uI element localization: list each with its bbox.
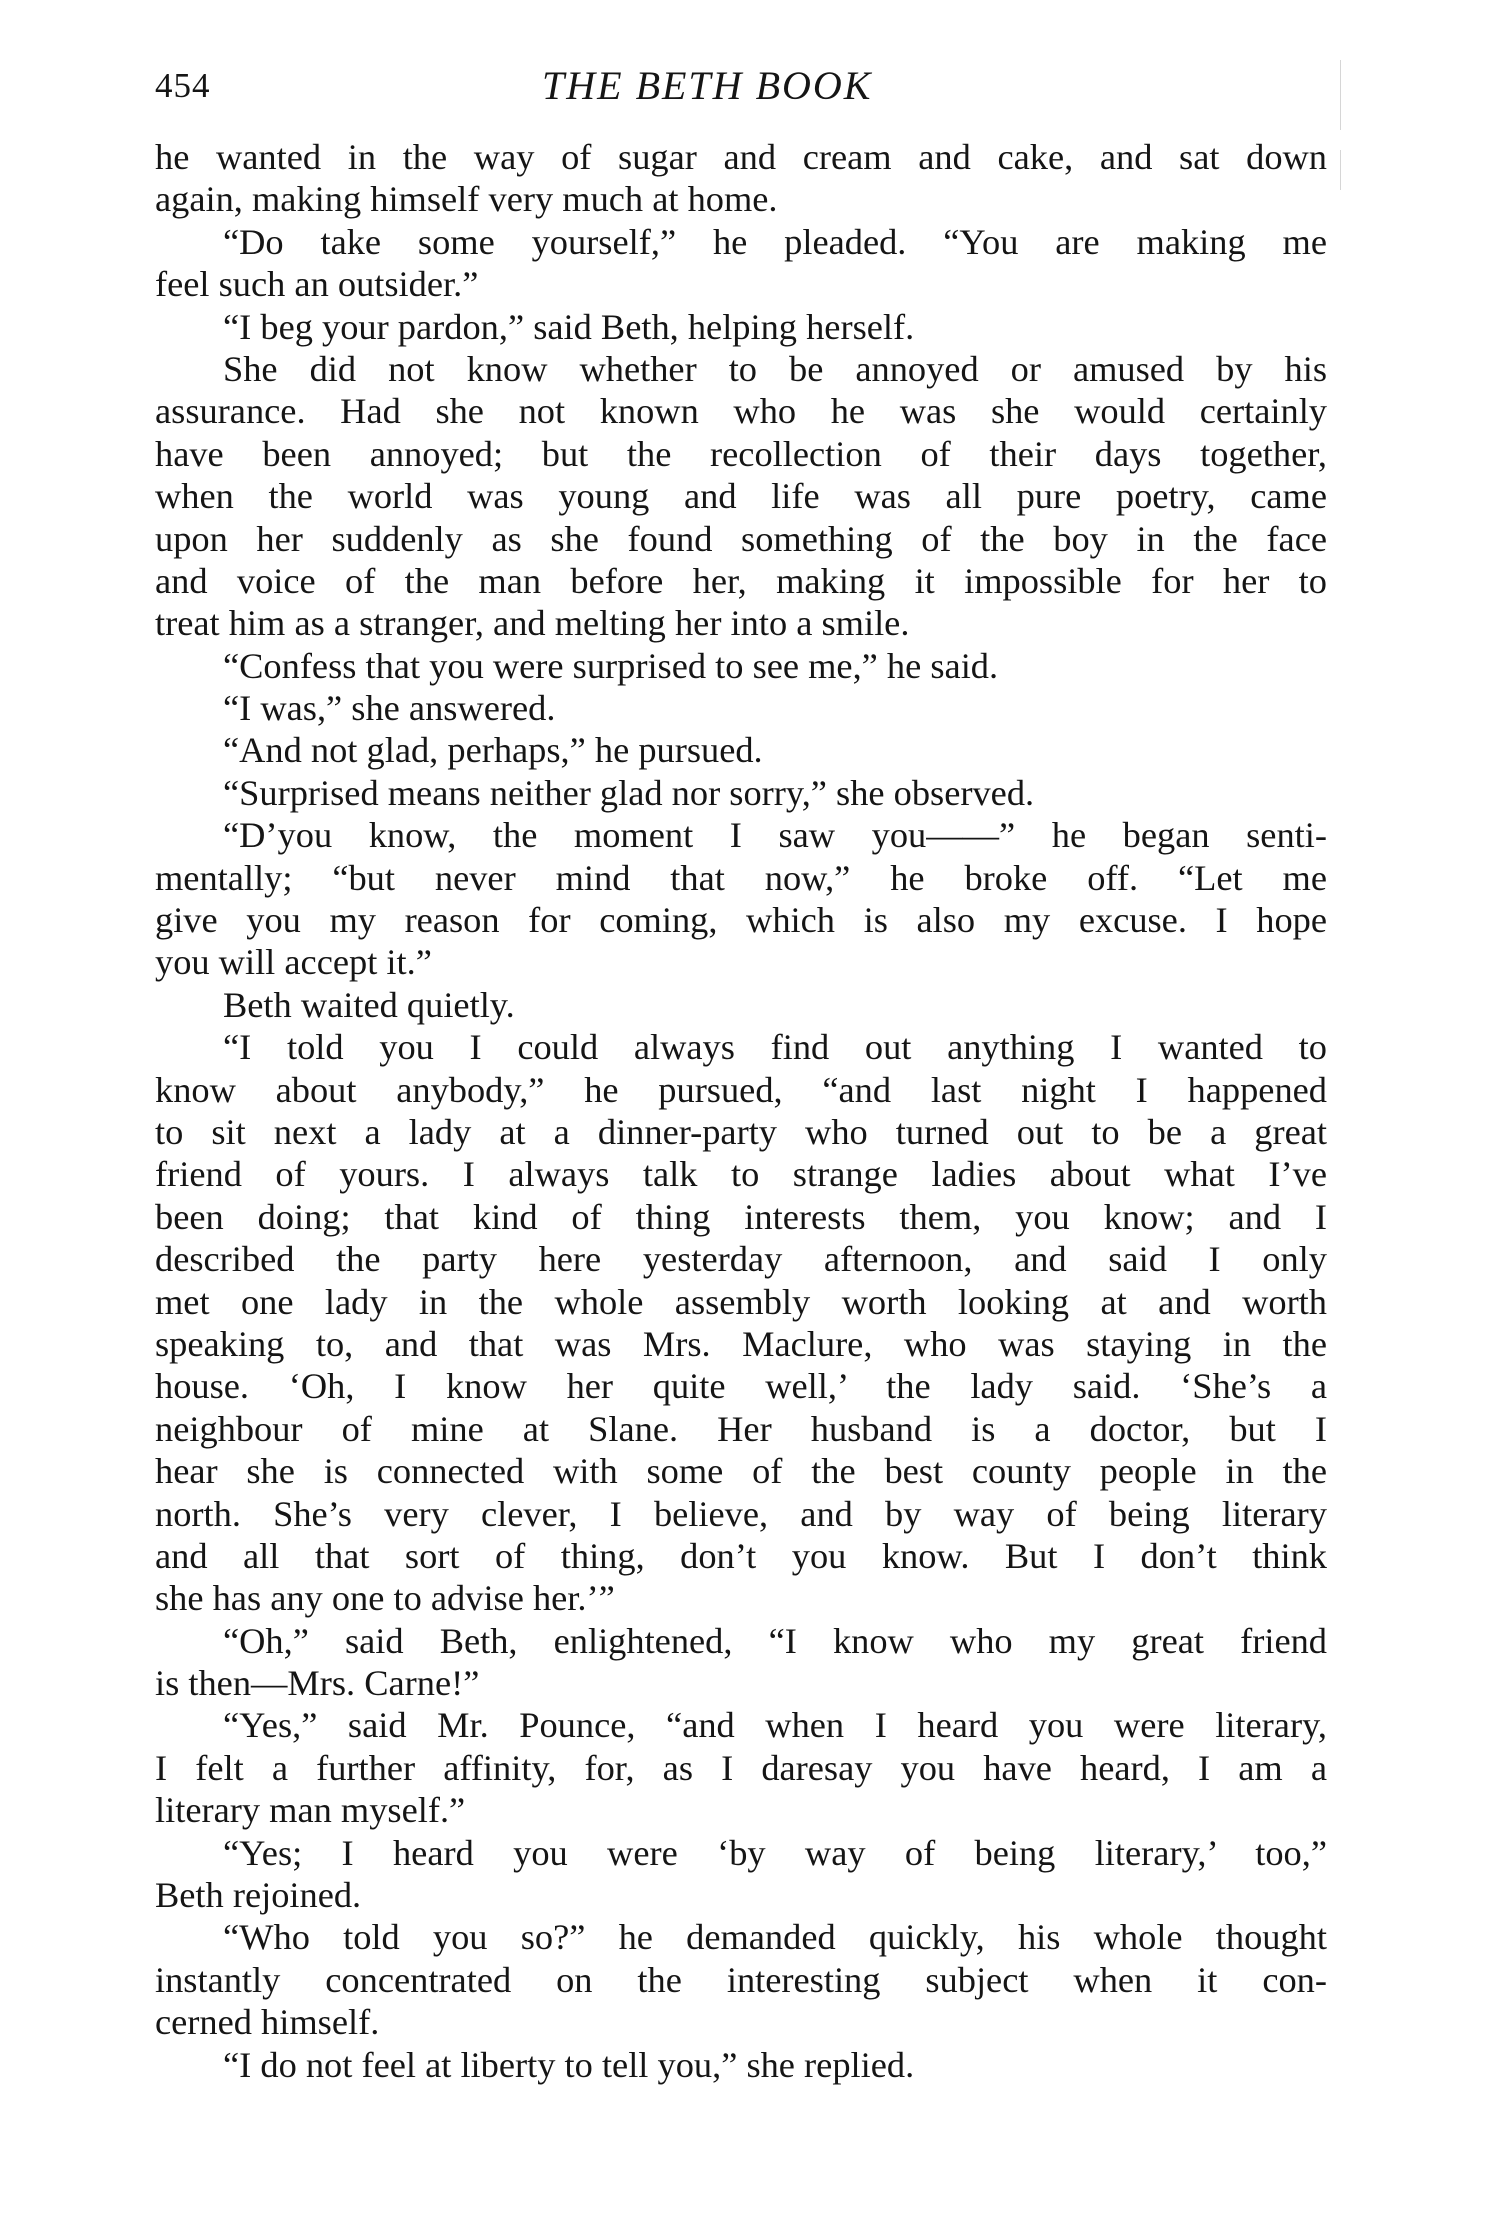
text-line: treat him as a stranger, and melting her into a smile. — [155, 603, 910, 644]
text-line: “Who told you so?” he demanded quickly, his whole thought — [223, 1917, 1327, 1958]
body-text — [155, 136, 1327, 2086]
text-line: to sit next a lady at a dinner-party who turned out to be a great — [155, 1111, 1327, 1152]
text-line: “I beg your pardon,” said Beth, helping herself. — [223, 306, 915, 347]
text-line: been doing; that kind of thing interests them, you know; and I — [155, 1196, 1327, 1237]
text-line: described the party here yesterday afternoon, and said I only — [155, 1239, 1327, 1280]
text-line: “And not glad, perhaps,” he pursued. — [223, 730, 763, 771]
text-line: neighbour of mine at Slane. Her husband is a doctor, but I — [155, 1408, 1327, 1449]
text-line: north. She’s very clever, I believe, and by way of being literary — [155, 1493, 1327, 1534]
text-line: is then—Mrs. Carne!” — [155, 1663, 480, 1704]
text-line: when the world was young and life was all pure poetry, came — [155, 476, 1327, 517]
text-line: “I do not feel at liberty to tell you,” she replied. — [223, 2044, 915, 2085]
text-line: feel such an outsider.” — [155, 264, 479, 305]
text-line: “Yes,” said Mr. Pounce, “and when I heard you were literary, — [223, 1705, 1327, 1746]
text-line: “Confess that you were surprised to see me,” he said. — [223, 645, 999, 686]
text-line: “I was,” she answered. — [223, 688, 556, 729]
text-line: cerned himself. — [155, 2002, 380, 2043]
text-line: met one lady in the whole assembly worth looking at and worth — [155, 1281, 1327, 1322]
text-line: Beth rejoined. — [155, 1875, 362, 1916]
text-line: and voice of the man before her, making it impossible for her to — [155, 560, 1327, 601]
text-line: instantly concentrated on the interesting subject when it con- — [155, 1959, 1327, 2000]
text-line: “Oh,” said Beth, enlightened, “I know who my great friend — [223, 1620, 1327, 1661]
text-line: house. ‘Oh, I know her quite well,’ the lady said. ‘She’s a — [155, 1366, 1327, 1407]
scan-artifact — [1340, 150, 1341, 190]
text-line: I felt a further affinity, for, as I daresay you have heard, I am a — [155, 1747, 1327, 1788]
text-line: “D’you know, the moment I saw you——” he began senti- — [223, 815, 1327, 856]
text-line: friend of yours. I always talk to strange ladies about what I’ve — [155, 1154, 1327, 1195]
text-line: again, making himself very much at home. — [155, 179, 778, 220]
text-line: assurance. Had she not known who he was she would certainly — [155, 391, 1327, 432]
text-line: “Surprised means neither glad nor sorry,” she observed. — [223, 772, 1035, 813]
text-line: upon her suddenly as she found something of the boy in the face — [155, 518, 1327, 559]
text-line: “Yes; I heard you were ‘by way of being literary,’ too,” — [223, 1832, 1327, 1873]
text-line: “Do take some yourself,” he pleaded. “You are making me — [223, 221, 1327, 262]
text-line: have been annoyed; but the recollection of their days together, — [155, 433, 1327, 474]
text-line: hear she is connected with some of the best county people in the — [155, 1451, 1327, 1492]
text-line: mentally; “but never mind that now,” he broke off. “Let me — [155, 857, 1327, 898]
text-line: Beth waited quietly. — [223, 984, 515, 1025]
text-line: and all that sort of thing, don’t you know. But I don’t think — [155, 1535, 1327, 1576]
text-line: she has any one to advise her.’” — [155, 1578, 615, 1619]
text-line: She did not know whether to be annoyed or amused by his — [223, 348, 1327, 389]
text-line: he wanted in the way of sugar and cream and cake, and sat down — [155, 137, 1327, 177]
text-line: know about anybody,” he pursued, “and last night I happened — [155, 1069, 1327, 1110]
scan-artifact — [1340, 60, 1341, 130]
running-title: THE BETH BOOK — [542, 63, 873, 108]
text-line: give you my reason for coming, which is also my excuse. I hope — [155, 900, 1327, 941]
text-line: “I told you I could always find out anything I wanted to — [223, 1027, 1327, 1068]
text-line: speaking to, and that was Mrs. Maclure, who was staying in the — [155, 1323, 1327, 1364]
text-line: literary man myself.” — [155, 1790, 466, 1831]
text-line: you will accept it.” — [155, 942, 432, 983]
page-number: 454 — [155, 66, 211, 105]
